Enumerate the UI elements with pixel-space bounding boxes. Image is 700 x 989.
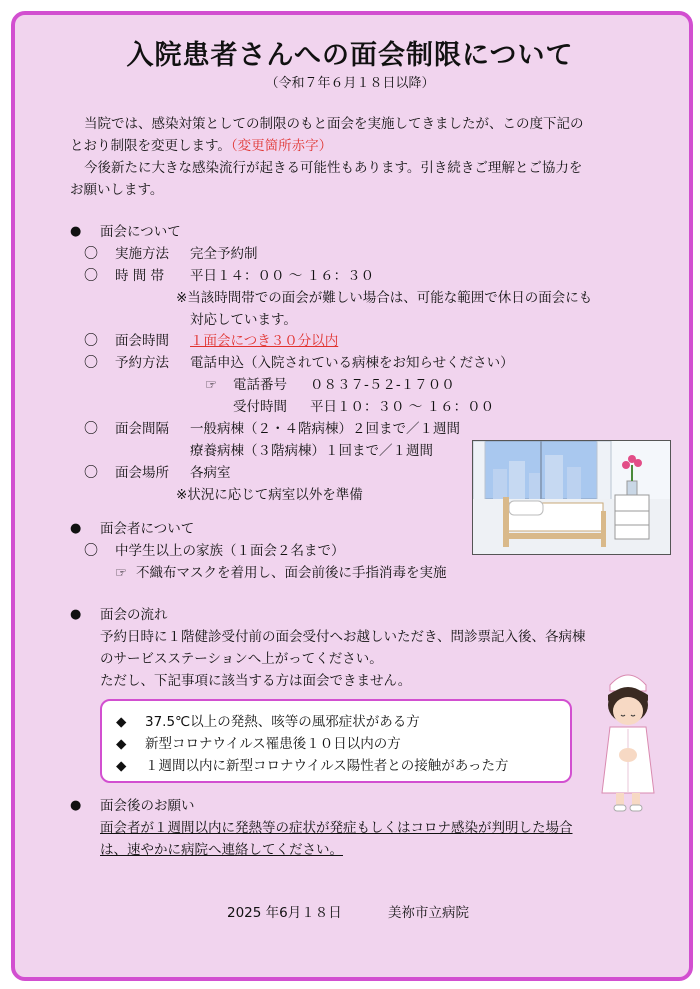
pointing-hand-icon: ☞ <box>205 377 218 393</box>
intro-line-2 <box>70 135 332 157</box>
intro-line-3: 今後新たに大きな感染流行が起きる可能性もあります。引き続きご理解とご協力を <box>84 160 583 176</box>
section-visit-bullet: ● <box>70 224 82 239</box>
visitor-note: 不織布マスクを着用し、面会前後に手指消毒を実施 <box>136 565 447 581</box>
duration-value: １面会につき３０分以内 <box>190 333 339 349</box>
section-request-heading: 面会後のお願い <box>100 798 195 814</box>
restriction-item: 37.5℃以上の発熱、咳等の風邪症状がある方 <box>145 714 420 730</box>
time-value: 平日１４：００ ～ １６：３０ <box>190 268 375 284</box>
pointing-hand-icon: ☞ <box>115 565 128 581</box>
reserve-value: 電話申込（入院されている病棟をお知らせください） <box>190 355 514 371</box>
hospital-room-illustration <box>472 440 671 555</box>
phone-number: ０８３７-５２-１７００ <box>310 377 455 393</box>
time-label: 時 間 帯 <box>115 268 165 284</box>
visitor-item: 中学生以上の家族（１面会２名まで） <box>115 543 345 559</box>
nurse-illustration <box>596 665 660 813</box>
footer-hospital: 美祢市立病院 <box>388 905 469 921</box>
circle-marker: 〇 <box>84 268 98 284</box>
flow-line-2: のサービスステーションへ上がってください。 <box>100 651 383 667</box>
reception-label: 受付時間 <box>233 399 287 415</box>
section-flow-bullet: ● <box>70 607 82 622</box>
diamond-bullet: ◆ <box>116 714 127 730</box>
page-subtitle: （令和７年６月１８日以降） <box>265 76 435 91</box>
nurse-drawing <box>596 665 660 813</box>
circle-marker: 〇 <box>84 465 98 481</box>
place-note: ※状況に応じて病室以外を準備 <box>176 487 363 503</box>
time-note-1: ※当該時間帯での面会が難しい場合は、可能な範囲で休日の面会にも <box>176 290 593 306</box>
request-line-2: は、速やかに病院へ連絡してください。 <box>100 842 343 858</box>
interval-general: 一般病棟（２・４階病棟）２回まで／１週間 <box>190 421 460 437</box>
interval-label: 面会間隔 <box>115 421 169 437</box>
phone-label: 電話番号 <box>233 377 287 393</box>
circle-marker: 〇 <box>84 246 98 262</box>
place-label: 面会場所 <box>115 465 169 481</box>
place-value: 各病室 <box>190 465 231 481</box>
restriction-item: １週間以内に新型コロナウイルス陽性者との接触があった方 <box>145 758 509 774</box>
page-title: 入院患者さんへの面会制限について <box>126 40 574 71</box>
section-visitor-bullet: ● <box>70 521 82 536</box>
interval-care: 療養病棟（３階病棟）１回まで／１週間 <box>190 443 433 459</box>
restriction-item: 新型コロナウイルス罹患後１０日以内の方 <box>145 736 401 752</box>
diamond-bullet: ◆ <box>116 758 127 774</box>
reception-value: 平日１０：３０ ～ １６：００ <box>310 399 495 415</box>
intro-line-1: 当院では、感染対策としての制限のもと面会を実施してきましたが、この度下記の <box>84 116 584 132</box>
flow-line-3: ただし、下記事項に該当する方は面会できません。 <box>100 673 412 689</box>
intro-line-2-text: とおり制限を変更します。 <box>70 138 231 154</box>
reserve-label: 予約方法 <box>115 355 169 371</box>
circle-marker: 〇 <box>84 543 98 559</box>
duration-label: 面会時間 <box>115 333 169 349</box>
section-visit-heading: 面会について <box>100 224 181 240</box>
circle-marker: 〇 <box>84 421 98 437</box>
section-visitor-heading: 面会者について <box>100 521 195 537</box>
footer-date: 2025 年6月１８日 <box>227 905 342 921</box>
method-label: 実施方法 <box>115 246 169 262</box>
diamond-bullet: ◆ <box>116 736 127 752</box>
intro-line-4: お願いします。 <box>70 182 164 198</box>
changed-note: （変更箇所赤字） <box>230 138 333 154</box>
method-value: 完全予約制 <box>190 246 258 262</box>
section-request-bullet: ● <box>70 798 82 813</box>
hospital-room-drawing <box>473 441 670 554</box>
request-line-1: 面会者が１週間以内に発熱等の症状が発症もしくはコロナ感染が判明した場合 <box>100 820 573 836</box>
section-flow-heading: 面会の流れ <box>100 607 168 623</box>
time-note-2: 対応しています。 <box>190 312 297 328</box>
circle-marker: 〇 <box>84 355 98 371</box>
circle-marker: 〇 <box>84 333 98 349</box>
flow-line-1: 予約日時に１階健診受付前の面会受付へお越しいただき、問診票記入後、各病棟 <box>100 629 586 645</box>
